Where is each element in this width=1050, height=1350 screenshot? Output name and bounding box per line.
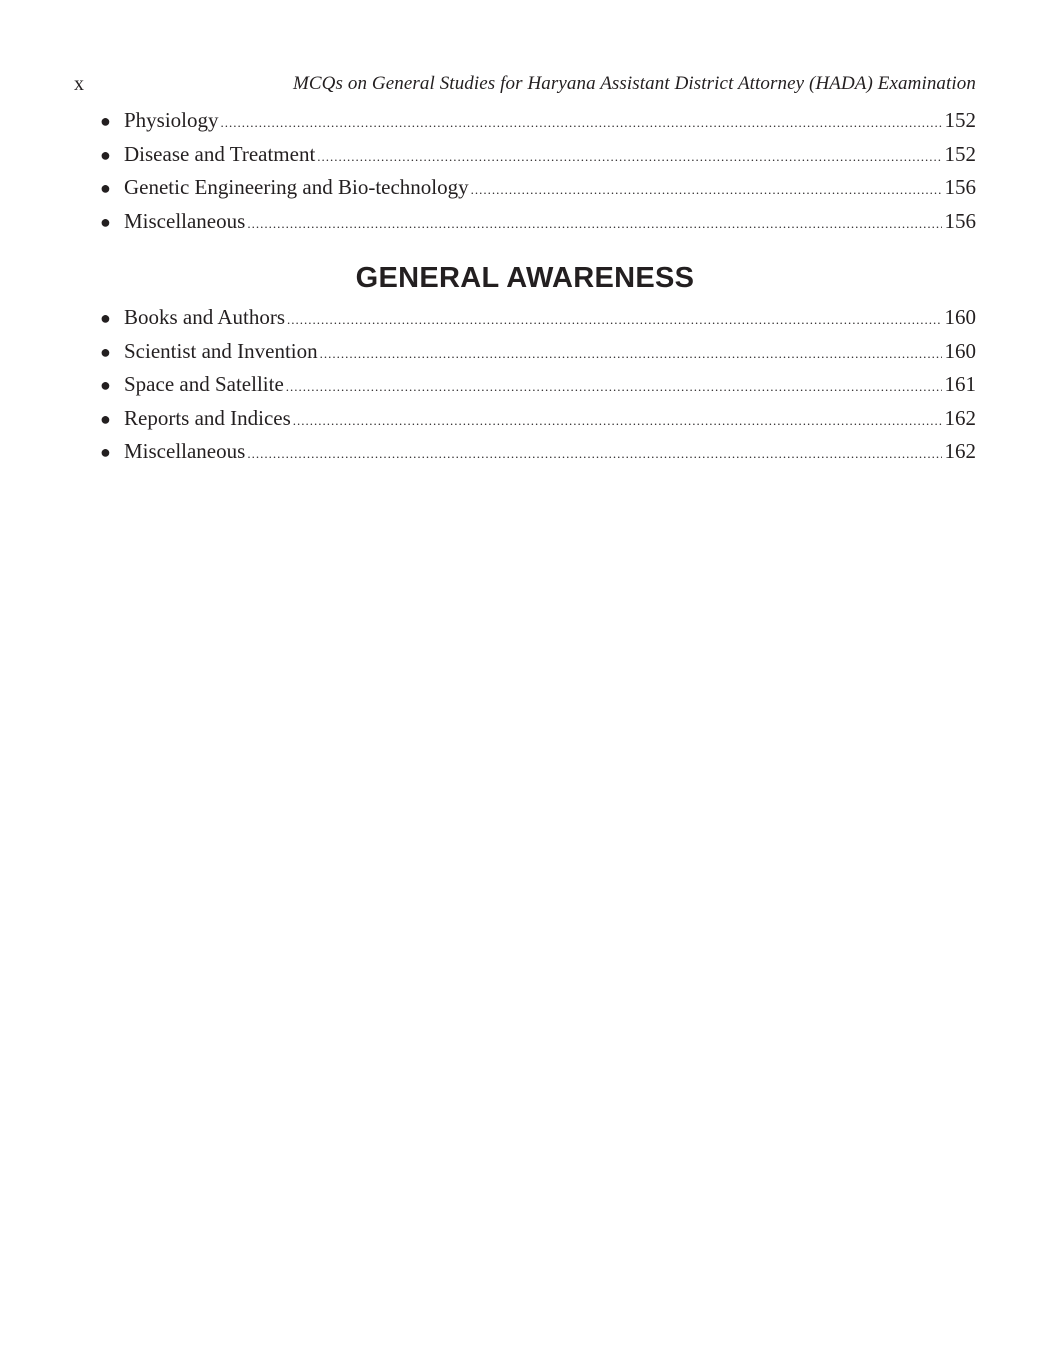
- toc-entry-page: 156: [944, 208, 976, 233]
- toc-entry-page: 152: [944, 108, 976, 132]
- bullet-icon: ●: [100, 408, 111, 429]
- bullet-icon: ●: [100, 111, 111, 131]
- dot-leader: [293, 404, 942, 438]
- section-heading: GENERAL AWARENESS: [355, 262, 695, 294]
- toc-entry[interactable]: [100, 335, 976, 369]
- toc-entry-page: 162: [944, 405, 976, 430]
- dot-leader: [286, 370, 942, 404]
- toc-entry-label: Genetic Engineering and Bio-technology: [124, 175, 469, 199]
- toc-entry-page: 161: [944, 372, 976, 396]
- dot-leader: [317, 140, 941, 174]
- dot-leader: [221, 106, 942, 140]
- toc-entry-label: Reports and Indices: [124, 405, 291, 430]
- toc-entry-page: 160: [944, 305, 976, 329]
- bullet-icon: ●: [100, 375, 111, 395]
- bullet-icon: ●: [100, 308, 111, 328]
- page-header: [74, 70, 976, 98]
- bullet-icon: ●: [100, 442, 111, 462]
- toc-entry[interactable]: [100, 368, 976, 402]
- toc-entry-label: Books and Authors: [124, 305, 286, 329]
- toc-entry-label: Physiology: [124, 108, 219, 132]
- toc-list-general-awareness: [100, 301, 976, 469]
- toc-entry-page: 160: [944, 338, 976, 363]
- dot-leader: [320, 337, 942, 371]
- dot-leader: [287, 303, 941, 337]
- toc-list-biology: [100, 104, 976, 238]
- toc-entry[interactable]: [100, 301, 976, 335]
- bullet-icon: ●: [100, 144, 111, 165]
- dot-leader: [471, 173, 942, 207]
- bullet-icon: ●: [100, 178, 111, 198]
- bullet-icon: ●: [100, 211, 111, 232]
- bullet-icon: ●: [100, 341, 111, 362]
- toc-entry[interactable]: [100, 138, 976, 172]
- toc-entry[interactable]: [100, 205, 976, 239]
- dot-leader: [247, 437, 941, 471]
- page-folio: x: [74, 73, 84, 95]
- toc-entry[interactable]: [100, 171, 976, 205]
- toc-entry-page: 152: [944, 141, 976, 166]
- toc-entry-label: Miscellaneous: [124, 208, 246, 233]
- dot-leader: [247, 207, 941, 241]
- toc-entry-label: Disease and Treatment: [124, 141, 316, 166]
- toc-entry[interactable]: [100, 402, 976, 436]
- toc-entry-label: Miscellaneous: [124, 439, 246, 463]
- toc-entry-label: Space and Satellite: [124, 372, 284, 396]
- toc-entry-label: Scientist and Invention: [124, 338, 318, 363]
- toc-entry[interactable]: [100, 104, 976, 138]
- toc-entry-page: 156: [944, 175, 976, 199]
- toc-entry[interactable]: [100, 435, 976, 469]
- running-title: MCQs on General Studies for Haryana Assistant District Attorney (HADA) Examination: [292, 73, 976, 94]
- toc-entry-page: 162: [944, 439, 976, 463]
